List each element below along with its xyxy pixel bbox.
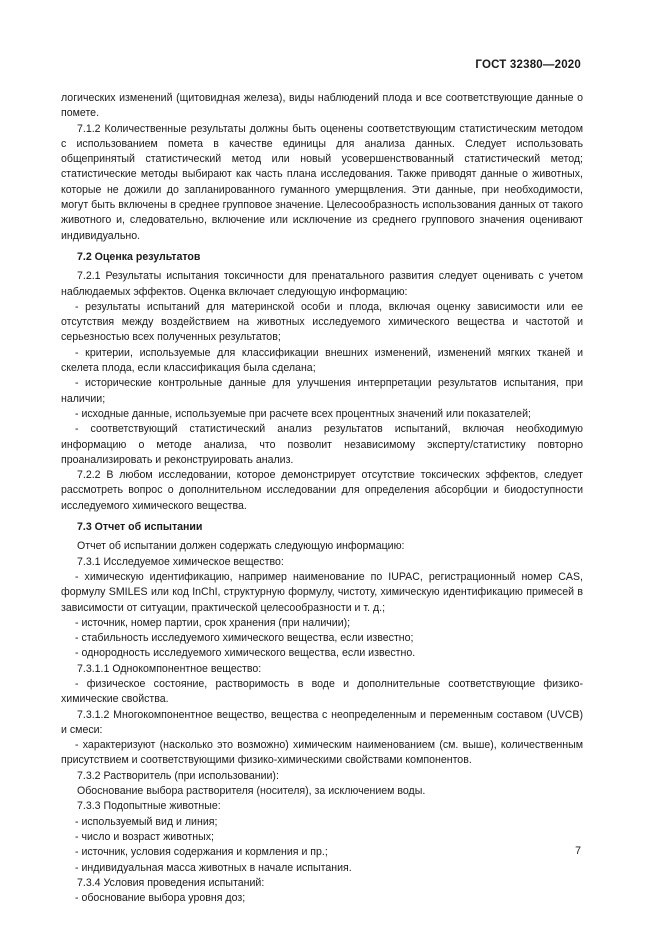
paragraph: 7.3.1.1 Однокомпонентное вещество: [77,662,262,675]
paragraph: 7.3.1.2 Многокомпонентное вещество, вещества с неопределенным и переменным составом (UVCB) и смеси: [61,708,583,736]
section-heading: 7.2 Оценка результатов [77,250,201,263]
page-number: 7 [575,845,581,857]
paragraph: 7.3.3 Подопытные животные: [77,800,221,813]
section-heading: 7.3 Отчет об испытании [77,521,203,534]
document-body [61,91,583,906]
paragraph: Обоснование выбора растворителя (носителя), за исключением воды. [77,785,426,798]
list-item: - число и возраст животных; [75,830,214,843]
paragraph: 7.3.4 Условия проведения испытаний: [77,876,265,889]
list-item: - характеризуют (насколько это возможно) химическим наименованием (см. выше), количественным присутствием и соответствующими физико-химическими свойствами компонентов. [61,739,583,767]
standard-header: ГОСТ 32380—2020 [475,59,581,71]
list-item: - результаты испытаний для материнской особи и плода, включая оценку зависимости или ее отсутствия между воздействием на животных исследуемого химического вещества и частотой и серьезностью всех полученных результатов; [61,300,583,344]
paragraph: логических изменений (щитовидная железа), виды наблюдений плода и все соответствующие данные о помете. [61,92,583,120]
paragraph: Отчет об испытании должен содержать следующую информацию: [77,540,405,553]
list-item: - физическое состояние, растворимость в воде и дополнительные соответствующие физико-химические свойства. [61,677,583,706]
list-item: - исторические контрольные данные для улучшения интерпретации результатов испытания, при наличии; [61,377,583,405]
paragraph: 7.2.2 В любом исследовании, которое демонстрирует отсутствие токсических эффектов, следует рассмотреть вопрос о дополнительном исследовании для определения абсорбции и биодоступности исследуемого химического вещества. [61,469,583,512]
list-item: - химическую идентификацию, например наименование по IUPAC, регистрационный номер CAS, формулу SMILES или код InChI, структурную формулу, чистоту, химическую идентификацию примесей в зависимости от ситуации, практической целесообразности и т. д.; [61,570,583,614]
list-item: - соответствующий статистический анализ результатов испытаний, включая необходимую информацию о методе анализа, что позволит независимому эксперту/статистику повторно проанализировать и реконструировать анализ. [61,423,583,466]
list-item: - стабильность исследуемого химического вещества, если известно; [75,632,414,645]
list-item: - обоснование выбора уровня доз; [75,892,246,905]
list-item: - исходные данные, используемые при расчете всех процентных значений или показателей; [75,407,531,420]
paragraph: 7.3.1 Исследуемое химическое вещество: [77,555,284,568]
list-item: - используемый вид и линия; [75,815,218,828]
list-item: - источник, условия содержания и кормления и пр.; [75,846,328,859]
list-item: - индивидуальная масса животных в начале испытания. [75,861,352,874]
paragraph: 7.2.1 Результаты испытания токсичности для пренатального развития следует оценивать с учетом наблюдаемых эффектов. Оценка включает следующую информацию: [61,270,583,298]
list-item: - однородность исследуемого химического вещества, если известно. [75,647,416,660]
list-item: - источник, номер партии, срок хранения (при наличии); [75,616,351,629]
paragraph: 7.1.2 Количественные результаты должны быть оценены соответствующим статистическим методом с использованием помета в качестве единицы для анализа данных. Следует использовать общепринятый статистический метод или новый усовершенствованный статистический метод; статистические методы выбирают как часть плана исследования. Также приводят данные о животных, которые не дожили до запланированного гуманного умерщвления. Эти данные, при необходимости, могут быть включены в среднее групповое значение. Целесообразность использования данных от такого животного и, следовательно, включение или исключение из среднего группового значения оценивают индивидуально. [61,122,583,242]
paragraph: 7.3.2 Растворитель (при использовании): [77,769,279,782]
list-item: - критерии, используемые для классификации внешних изменений, изменений мягких тканей и скелета плода, если классификация была сделана; [61,346,583,375]
